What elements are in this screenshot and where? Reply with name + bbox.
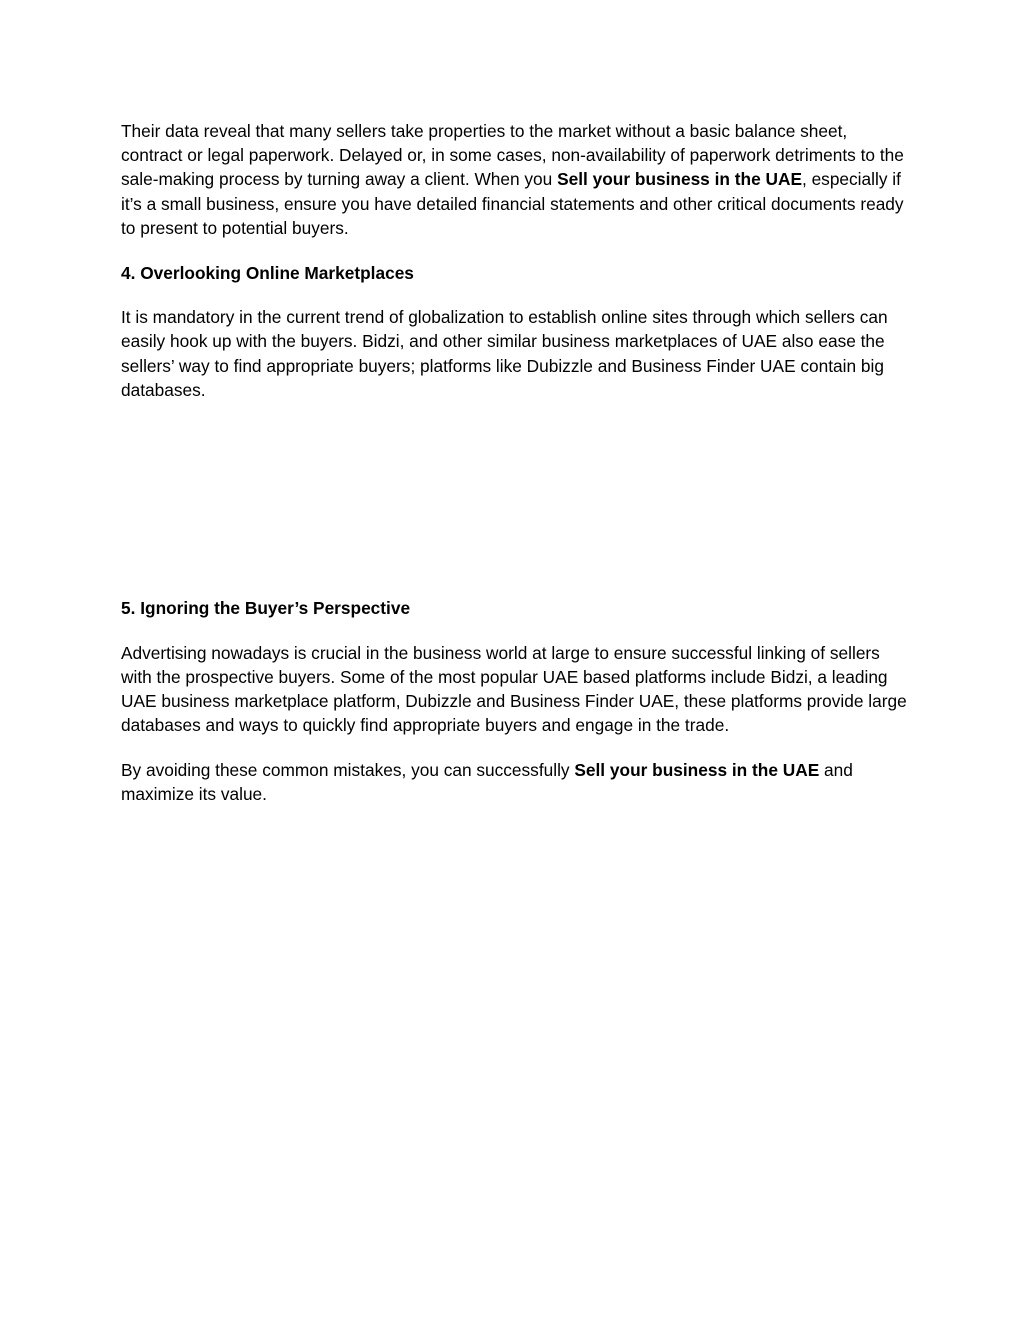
paragraph-advertising: Advertising nowadays is crucial in the business world at large to ensure successful linking of sellers with the prospective buyers. Some of the most popular UAE based platforms include Bidzi, a leading UAE business marketplace platform, Dubizzle and Business Finder UAE, these platforms provide large databases and ways to quickly find appropriate buyers and engage in the trade. <box>121 642 907 736</box>
document-page <box>121 119 911 806</box>
bold-keyword: Sell your business in the UAE <box>574 760 820 781</box>
paragraph-text: , especially if it’s a small business, ensure you have detailed financial statements and other critical documents ready to present to potential buyers. <box>121 169 904 238</box>
paragraph-text: and maximize its value. <box>121 760 853 805</box>
section-heading-4: 4. Overlooking Online Marketplaces <box>121 262 414 283</box>
paragraph-paperwork <box>121 119 911 240</box>
section-heading-5: 5. Ignoring the Buyer’s Perspective <box>121 598 411 619</box>
paragraph-online-marketplaces: It is mandatory in the current trend of globalization to establish online sites through which sellers can easily hook up with the buyers. Bidzi, and other similar business marketplaces of UAE also ease the sellers’ way to find appropriate buyers; platforms like Dubizzle and Business Finder UAE contain big databases. <box>121 307 888 400</box>
bold-keyword: Sell your business in the UAE <box>557 169 802 190</box>
paragraph-conclusion <box>121 758 911 806</box>
paragraph-text: By avoiding these common mistakes, you can successfully <box>121 760 575 781</box>
paragraph-text: Their data reveal that many sellers take properties to the market without a basic balance sheet, contract or legal paperwork. Delayed or, in some cases, non-availability of paperwork detriments to the sale-making process by turning away a client. When you <box>121 121 904 190</box>
